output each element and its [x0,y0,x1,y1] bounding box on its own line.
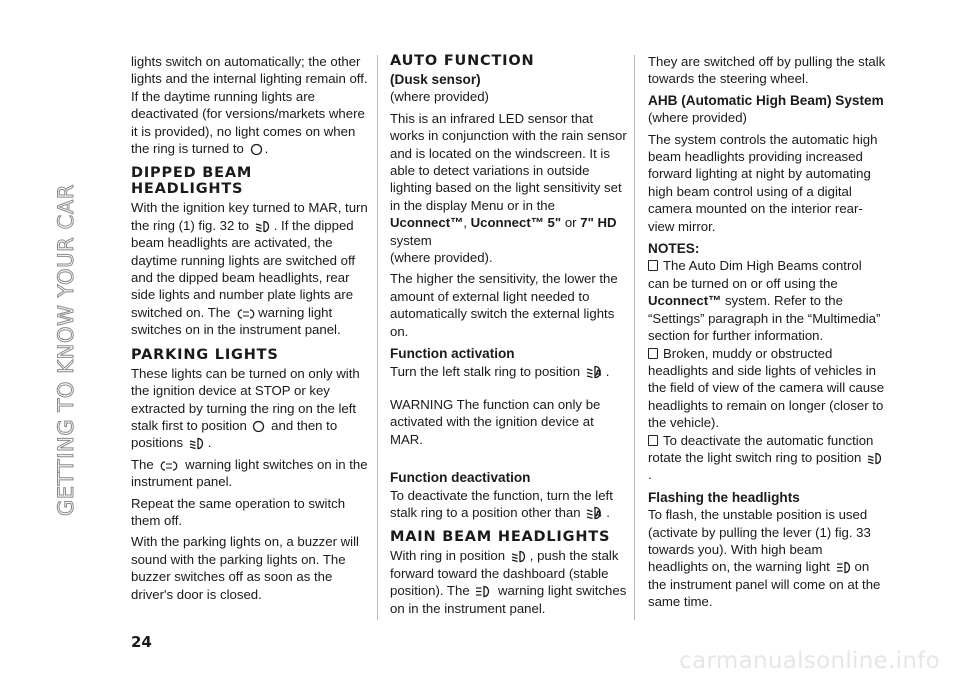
column-divider [377,55,378,620]
bullet-box-icon [648,260,658,271]
main-beam-icon [836,561,853,574]
column-2 [390,53,628,621]
dipped-beam-icon [867,452,884,465]
warning-paragraph: WARNING The function can only be activated with the ignition device at MAR. [390,396,601,447]
paragraph: To deactivate the function, turn the left stalk ring to a position other than A . [390,487,613,520]
ring-position-off-icon [250,143,263,156]
bullet-box-icon [648,435,658,446]
paragraph: With ring in position , push the stalk forward toward the dashboard (stable position). The warning light switches on in the instrument panel. [390,548,627,616]
dipped-beam-icon [189,437,206,450]
paragraph: lights switch on automatically; the other lights and the internal lighting remain off. If the daytime running lights are deactivated (for versions/markets where it is provided), no light comes on when the ring is turned to . [131,54,368,157]
auto-function-icon [586,506,604,520]
main-beam-icon [475,585,492,598]
column-3 [648,53,886,615]
paragraph: The warning light switches on in the instrument panel. [131,456,368,490]
section-heading-main-beam: MAIN BEAM HEADLIGHTS [390,529,611,546]
subheading-function-activation: Function activation [390,346,515,362]
section-heading-dipped-beam: DIPPED BEAM HEADLIGHTS [131,165,253,198]
paragraph: With the ignition key turned to MAR, turn the ring (1) fig. 32 to . If the dipped beam headlights are activated, the daytime running lights are switched off and the dipped beam headlights, rear side lights and number plate lights are switched on. The warning light switches on in the instrument panel. [131,200,368,338]
subheading-flashing-headlights: Flashing the headlights [648,489,800,505]
subheading-ahb-system: AHB (Automatic High Beam) System [648,92,884,108]
svg-text:A: A [595,368,602,377]
where-provided-note: (where provided) [648,110,747,126]
note-item: To deactivate the automatic function rotate the light switch ring to position . [648,432,886,484]
section-heading-parking-lights: PARKING LIGHTS [131,346,279,363]
bullet-box-icon [648,348,658,359]
where-provided-note: (where provided) [390,89,489,105]
note-item: The Auto Dim High Beams control can be turned on or off using the Uconnect™ system. Refer to the “Settings” paragraph in the “Multimedia” section for further information. [648,258,881,344]
section-heading-auto-function: AUTO FUNCTION [390,53,535,69]
paragraph: The higher the sensitivity, the lower the amount of external light needed to automatically switch the external lights on. [390,271,618,339]
paragraph: Turn the left stalk ring to position A . [390,363,610,379]
dipped-beam-icon [255,220,272,233]
paragraph: This is an infrared LED sensor that works in conjunction with the rain sensor and is located on the windscreen. It is able to detect variations in outside lighting based on the light sensitivity set in the display Menu or in the Uconnect™, Uconnect™ 5" or 7" HD system (where provided). [390,110,627,266]
column-divider [634,55,635,620]
paragraph: They are switched off by pulling the stalk towards the steering wheel. [648,54,886,87]
side-lights-icon [236,308,256,320]
side-lights-icon [159,460,179,472]
paragraph: The system controls the automatic high beam headlights providing increased forward lighting at night by automating high beam control using of a digital camera mounted on the interior rear-view mirror. [648,131,878,234]
dipped-beam-icon [511,550,528,563]
auto-function-icon [586,365,604,379]
chapter-side-title: GETTING TO KNOW YOUR CAR [54,183,78,517]
paragraph: Repeat the same operation to switch them off. [131,495,346,528]
subheading-function-deactivation: Function deactivation [390,470,531,486]
paragraph: To flash, the unstable position is used (activate by pulling the lever (1) fig. 33 towards you). With high beam headlights on, the warning light on the instrument panel will come on at the same time. [648,507,881,610]
column-1 [131,53,369,607]
svg-text:A: A [595,509,602,519]
watermark: carmanualsonline.info [679,648,940,674]
paragraph: With the parking lights on, a buzzer will sound with the parking lights on. The buzzer switches off as soon as the driver's door is closed. [131,534,359,602]
subheading-dusk-sensor: (Dusk sensor) [390,72,481,87]
ring-position-off-icon [252,420,265,433]
page-number: 24 [131,633,152,651]
notes-heading: NOTES: [648,241,700,257]
note-item: Broken, muddy or obstructed headlights and side lights of vehicles in the field of view of the camera will cause headlights to remain on longer (closer to the vehicle). [648,345,885,431]
paragraph: These lights can be turned on only with the ignition device at STOP or key extracted by turning the ring on the left stalk first to position and then to positions . [131,365,360,451]
